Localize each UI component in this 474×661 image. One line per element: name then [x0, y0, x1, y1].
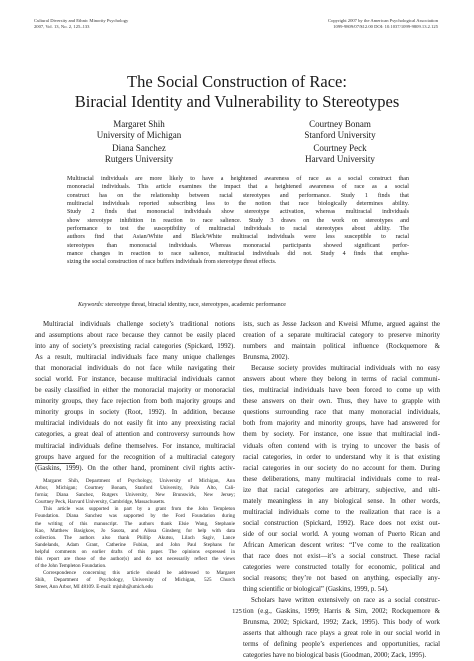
author-block: [280, 143, 400, 164]
body-line: As a result, multiracial individuals face many unique challenges: [35, 354, 235, 362]
author-affiliation: Rutgers University: [104, 153, 174, 164]
footnote-line: this report are those of the author(s) and do not necessarily reflect the views: [35, 556, 235, 563]
body-line: and assumptions about race because they cannot be easily placed: [35, 332, 235, 340]
copyright-notice: [328, 18, 438, 29]
abstract-line: Multiracial individuals are more likely to have a heightened awareness of race as a social construct than: [67, 176, 409, 182]
body-line: Because society provides multiracial individuals with no easy: [251, 365, 440, 373]
author-name: Courtney Bonam: [309, 119, 371, 129]
footnote-line: Courtney Peck, Harvard University, Cambridge, Massachusetts.: [35, 499, 166, 506]
body-line: multiracial individuals define themselves. For instance, multiracial: [35, 442, 235, 450]
abstract-line: construct has on the relationship between racial stereotypes and performance. Study 1 finds that: [67, 192, 409, 199]
body-line: tion (e.g., Gaskins, 1999; Harris & Sim, 2002; Rockquemore &: [243, 608, 440, 616]
author-block: [84, 119, 194, 140]
body-line: multiracial individuals come to the realization that race is a: [243, 508, 440, 516]
body-line: Multiracial individuals challenge society’s traditional notions: [43, 321, 235, 328]
body-line: (Gaskins, 1999). On the other hand, prominent civil rights activ-: [35, 464, 235, 472]
body-line: minority groups in society (Root, 1992). In addition, because: [35, 409, 235, 417]
keywords-label: Keywords:: [78, 302, 104, 308]
keywords: [78, 301, 408, 309]
footnote-line: Kao, Matthew Basigkow, Jo Sasota, and Alissa Ginsberg for help with data: [35, 527, 235, 534]
page-number: 125: [232, 608, 242, 615]
footnote-line: helpful comments on earlier drafts of this paper. The opinions expressed in: [35, 548, 235, 555]
body-line: Scholars have written extensively on race as a social construc-: [251, 597, 440, 605]
paper-title: [0, 72, 474, 112]
body-line: groups have argued for the recognition of a multiracial category: [35, 453, 235, 461]
abstract-line: mance changes in reaction to race salience, multiracial individuals did not. Study 4 finds that empha-: [67, 251, 409, 258]
footnote-line: Correspondence concerning this article should be addressed to Margaret: [43, 570, 235, 577]
body-line: both from majority and minority groups, have had answered for: [243, 420, 440, 428]
body-line: racial categories in our society do no account for them. During: [243, 464, 440, 472]
author-affiliation: University of Michigan: [96, 129, 182, 140]
author-name: Courtney Peck: [313, 143, 367, 153]
body-line: Brunsma, 2002; Spickard, 1992; Zack, 1995). This body of work: [243, 619, 440, 627]
body-line: that monoracial individuals do not face while navigating their: [35, 365, 235, 373]
author-note: [35, 478, 235, 592]
body-line: creation of a separate multiracial category to preserve minority: [243, 332, 440, 340]
body-line: questions surrounding race that many monoracial individuals,: [243, 409, 440, 417]
body-line: that race does not exist—it’s a social construct. These racial: [243, 552, 440, 560]
abstract-line: authors find that Asian/White and Black/White multiracial individuals were less susceptible to racial: [67, 234, 409, 241]
body-line: be easily classified in either the monoracial majority or monoracial: [35, 387, 235, 395]
author-affiliation: Harvard University: [305, 153, 375, 164]
footnote-line: the writing of this manuscript. The authors thank Elsie Wang, Stephanie: [35, 520, 235, 527]
keywords-text: stereotype threat, biracial identity, race, stereotypes, academic performance: [105, 302, 286, 308]
title-line-2: Biracial Identity and Vulnerability to Stereotypes: [74, 92, 400, 111]
body-line: categories were constructed totally for economic, political and: [243, 564, 440, 572]
author-block: [280, 119, 400, 140]
abstract-line: sizing the social construction of race buffers individuals from stereotype threat effects.: [67, 259, 277, 266]
body-line: these deliberations, many multiracial individuals come to real-: [243, 475, 440, 483]
body-line: side of our social world. A young woman of Puerto Rican and: [243, 530, 440, 538]
doi-line: 1099-9809/07/$12.00 DOI: 10.1037/1099-9809.13.2.125: [333, 23, 438, 29]
footnote-line: fornia; Diana Sanchez, Rutgers University, New Brunswick, New Jersey;: [35, 492, 235, 499]
abstract-line: performance to test the susceptibility of multiracial individuals to racial stereotypes about ability. The: [67, 226, 409, 233]
footnote-line: Margaret Shih, Department of Psychology, University of Michigan, Ann: [43, 478, 235, 484]
footnote-line: Foundation. Diana Sanchez was supported by the Ford Foundation during: [35, 513, 235, 520]
journal-name: Cultural Diversity and Ethnic Minority Psychology: [34, 18, 129, 23]
body-line: social construction (Spickard, 1992). Race does not exist out-: [243, 519, 440, 527]
footnote-line: Street, Ann Arbor, MI 48109. E-mail: mjshih@umich.edu: [35, 584, 153, 591]
body-line: numbers and maintain political influence (Rockquemore &: [243, 343, 440, 351]
body-line: these answers on their own. Thus, they have to grapple with: [243, 398, 440, 406]
abstract-line: multiracial individuals reported subscribing less to the notion that race biologically determines ability.: [67, 201, 409, 208]
abstract-line: show stereotype inhibition in reaction to race salience. Study 3 draws on the work on stereotypes and: [67, 217, 409, 224]
abstract-line: stereotypes than monoracial individuals. Whereas monoracial participants showed significant perfor-: [67, 242, 409, 249]
body-line: into any of society’s preexisting racial categories (Spickard, 1992).: [35, 343, 235, 351]
body-line: multiracial individuals do not easily fit into any preexisting racial: [35, 420, 235, 428]
footnote-line: Arbor, Michigan; Courtney Bonam, Stanford University, Palo Alto, Cali-: [35, 485, 235, 492]
body-line: categories, a great deal of attention and controversy surrounds how: [35, 431, 235, 439]
body-left-column: [35, 319, 235, 474]
footnote-line: collection. The authors also thank Phillip Akutsu, Lilach Sagiv, Lance: [35, 534, 235, 541]
body-line: them by society. For instance, one issue that multiracial indi-: [243, 431, 440, 439]
body-line: Brunsma, 2002).: [243, 354, 290, 362]
author-name: Margaret Shih: [113, 119, 165, 129]
body-line: thing scientific or biological” (Gaskins, 1999, p. 54).: [243, 586, 389, 594]
footnote-line: of the John Templeton Foundation.: [35, 563, 107, 570]
body-line: social reasons; they’re not based on anything, especially any-: [243, 575, 440, 583]
journal-citation: [34, 18, 128, 29]
body-line: social world. For instance, because multiracial individuals cannot: [35, 376, 235, 384]
author-block: [84, 143, 194, 164]
footnote-line: Shih, Department of Psychology, University of Michigan, 525 Church: [35, 577, 235, 584]
author-affiliation: Stanford University: [304, 129, 376, 140]
abstract-line: Study 2 finds that monoracial individuals show stereotype activation, whereas multiracial individuals: [67, 209, 409, 216]
body-line: terms of defining people’s experiences and opportunities, racial: [243, 641, 440, 649]
title-line-1: The Social Construction of Race:: [127, 72, 347, 91]
footnote-line: This article was supported in part by a grant from the John Templeton: [43, 506, 235, 513]
journal-volume: 2007, Vol. 13, No. 2, 125–133: [34, 23, 90, 29]
footnote-divider: [35, 463, 75, 464]
body-line: ties, multiracial individuals have been forced to come up with: [243, 387, 440, 395]
abstract-line: monoracial individuals. This article examines the impact that a heightened awareness of race as a social: [67, 184, 409, 191]
body-line: African American descent writes: “I’ve come to the realization: [243, 541, 440, 549]
abstract: [67, 175, 409, 267]
body-line: asserts that although race plays a great role in our social world in: [243, 630, 440, 638]
body-line: mately meaningless in any biological sense. In other words,: [243, 497, 440, 505]
body-line: categories have no biological basis (Goodman, 2000; Zack, 1995).: [243, 652, 427, 660]
body-line: racial categories, in order to understand why it is that existing: [243, 453, 440, 461]
body-line: ize that racial categories are arbitrary, subjective, and ulti-: [243, 486, 440, 494]
body-line: minority groups, they face rejection from both majority groups and: [35, 398, 235, 406]
author-name: Diana Sanchez: [112, 143, 166, 153]
body-line: viduals often contend with is trying to uncover the basis of: [243, 442, 440, 450]
body-line: ists, such as Jesse Jackson and Kweisi Mfume, argued against the: [243, 321, 440, 328]
body-line: answers about where they belong in terms of racial communi-: [243, 376, 440, 384]
copyright-line: Copyright 2007 by the American Psychological Association: [328, 18, 438, 23]
footnote-line: Sandelands, Adam Grant, Catherine Fubian, and John Paul Stephans for: [35, 541, 235, 548]
